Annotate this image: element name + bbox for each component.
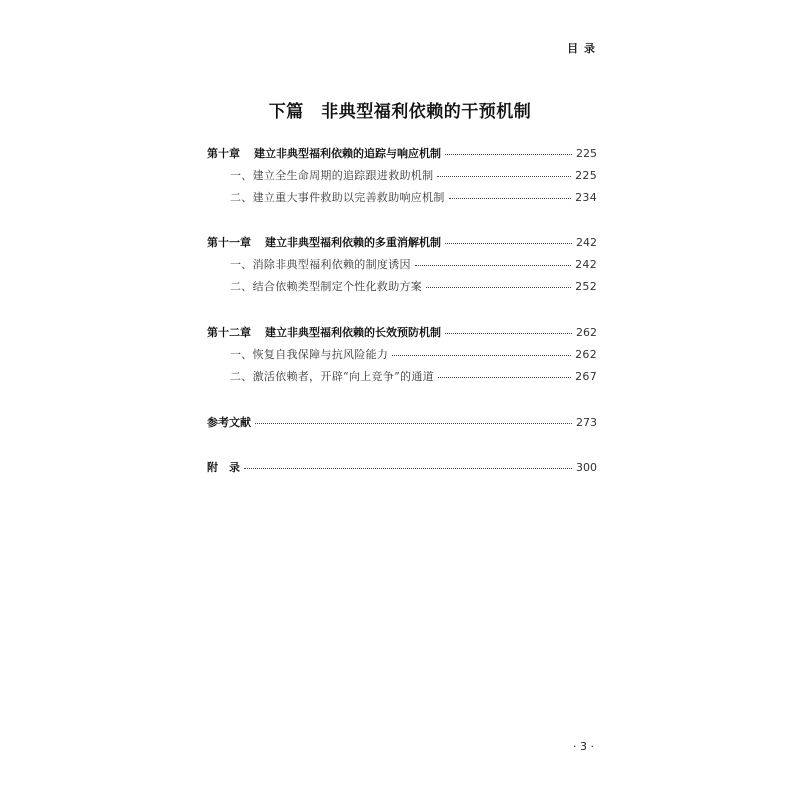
toc-chapter-11[interactable]	[207, 234, 597, 250]
page-ref: 225	[575, 168, 597, 182]
section-title: 一、消除非典型福利依赖的制度诱因	[230, 258, 411, 271]
page-ref: 242	[576, 235, 597, 249]
page-ref: 267	[575, 369, 597, 383]
section-title: 二、结合依赖类型制定个性化救助方案	[230, 280, 423, 293]
dot-leader	[426, 287, 571, 288]
section-title: 一、建立全生命周期的追踪跟进救助机制	[230, 169, 434, 182]
dot-leader	[449, 198, 571, 199]
toc-appendix[interactable]	[207, 459, 597, 475]
section-title: 二、建立重大事件救助以完善救助响应机制	[230, 191, 445, 204]
part-title: 下篇 非典型福利依赖的干预机制	[268, 102, 532, 122]
page-ref: 234	[575, 190, 597, 204]
dot-leader	[445, 243, 572, 244]
page-ref: 242	[575, 257, 597, 271]
toc-section-10-2[interactable]	[230, 189, 597, 205]
toc-chapter-10[interactable]	[207, 145, 597, 161]
toc-chapter-12[interactable]	[207, 324, 597, 340]
page-number: · 3 ·	[573, 740, 594, 753]
dot-leader	[415, 265, 571, 266]
dot-leader	[437, 176, 571, 177]
toc-section-11-1[interactable]	[230, 256, 597, 272]
chapter-title: 建立非典型福利依赖的追踪与响应机制	[254, 147, 441, 160]
toc-references[interactable]	[207, 414, 597, 430]
page-ref: 262	[576, 325, 597, 339]
chapter-title: 建立非典型福利依赖的多重消解机制	[265, 236, 441, 249]
dot-leader	[255, 423, 572, 424]
references-title: 参考文献	[207, 416, 251, 429]
chapter-number: 第十二章	[207, 326, 251, 339]
page-ref: 300	[576, 460, 597, 474]
page-ref: 252	[575, 279, 597, 293]
page-ref: 273	[576, 415, 597, 429]
dot-leader	[445, 333, 572, 334]
chapter-number: 第十一章	[207, 236, 251, 249]
running-head: 目 录	[567, 42, 596, 55]
dot-leader	[438, 377, 571, 378]
page-ref: 262	[575, 347, 597, 361]
dot-leader	[445, 154, 572, 155]
page-ref: 225	[576, 146, 597, 160]
chapter-title: 建立非典型福利依赖的长效预防机制	[265, 326, 441, 339]
dot-leader	[392, 355, 571, 356]
toc-section-12-1[interactable]	[230, 346, 597, 362]
toc-section-11-2[interactable]	[230, 278, 597, 294]
section-title: 一、恢复自我保障与抗风险能力	[230, 348, 389, 361]
appendix-title: 附 录	[207, 461, 240, 474]
toc-section-10-1[interactable]	[230, 167, 597, 183]
dot-leader	[244, 468, 572, 469]
section-title: 二、激活依赖者，开辟“向上竞争”的通道	[230, 370, 434, 383]
toc-section-12-2[interactable]	[230, 368, 597, 384]
chapter-number: 第十章	[207, 147, 240, 160]
